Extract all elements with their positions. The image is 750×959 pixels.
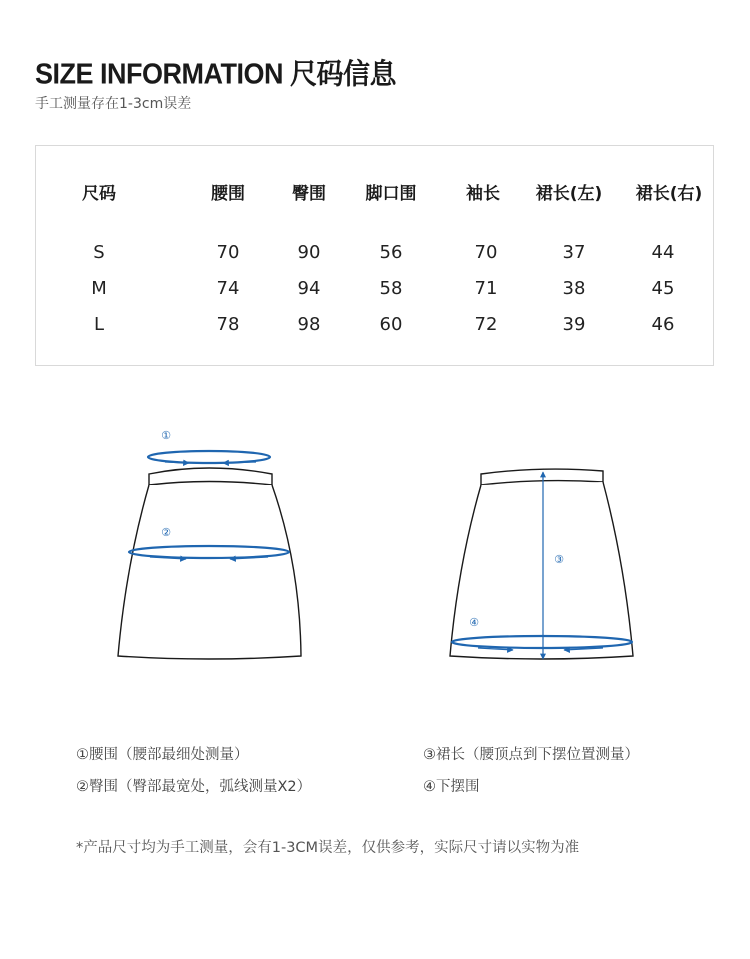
table-cell-size: S [93, 242, 105, 263]
table-cell: 78 [216, 314, 240, 335]
table-cell: 37 [562, 242, 586, 263]
column-header-length-right: 裙长(右) [635, 184, 703, 204]
marker-1: ① [161, 429, 171, 442]
note-hem: ④下摆围 [423, 779, 480, 795]
column-header-size: 尺码 [82, 184, 116, 204]
table-cell: 70 [216, 242, 240, 263]
table-cell: 44 [651, 242, 675, 263]
column-header-sleeve: 袖长 [466, 184, 500, 204]
skirt-diagram-side [450, 469, 633, 659]
table-cell-size: M [91, 278, 107, 299]
table-cell: 46 [651, 314, 675, 335]
footnote-disclaimer: *产品尺寸均为手工测量，会有1-3CM误差，仅供参考，实际尺寸请以实物为准 [76, 840, 580, 856]
marker-2: ② [161, 526, 171, 539]
marker-3: ③ [554, 553, 564, 566]
table-cell: 38 [562, 278, 586, 299]
table-cell: 39 [562, 314, 586, 335]
measurement-disclaimer: 手工测量存在1-3cm误差 [35, 96, 192, 112]
table-cell: 58 [379, 278, 403, 299]
table-cell: 90 [297, 242, 321, 263]
column-header-hem: 脚口围 [365, 184, 417, 204]
column-header-waist: 腰围 [211, 184, 245, 204]
column-header-hip: 臀围 [292, 184, 326, 204]
size-table [35, 145, 714, 366]
measurement-diagrams [0, 400, 750, 690]
skirt-diagram-front [118, 429, 301, 659]
table-cell: 72 [474, 314, 498, 335]
marker-4: ④ [469, 616, 479, 629]
table-cell: 45 [651, 278, 675, 299]
note-hip: ②臀围（臀部最宽处，弧线测量X2） [76, 779, 312, 795]
column-header-length-left: 裙长(左) [535, 184, 603, 204]
note-waist: ①腰围（腰部最细处测量） [76, 747, 249, 763]
table-cell: 71 [474, 278, 498, 299]
table-cell-size: L [93, 314, 105, 335]
table-cell: 70 [474, 242, 498, 263]
table-cell: 98 [297, 314, 321, 335]
table-cell: 56 [379, 242, 403, 263]
table-cell: 60 [379, 314, 403, 335]
table-cell: 74 [216, 278, 240, 299]
note-length: ③裙长（腰顶点到下摆位置测量） [423, 747, 639, 763]
page-title: SIZE INFORMATION 尺码信息 [35, 58, 396, 90]
table-cell: 94 [297, 278, 321, 299]
